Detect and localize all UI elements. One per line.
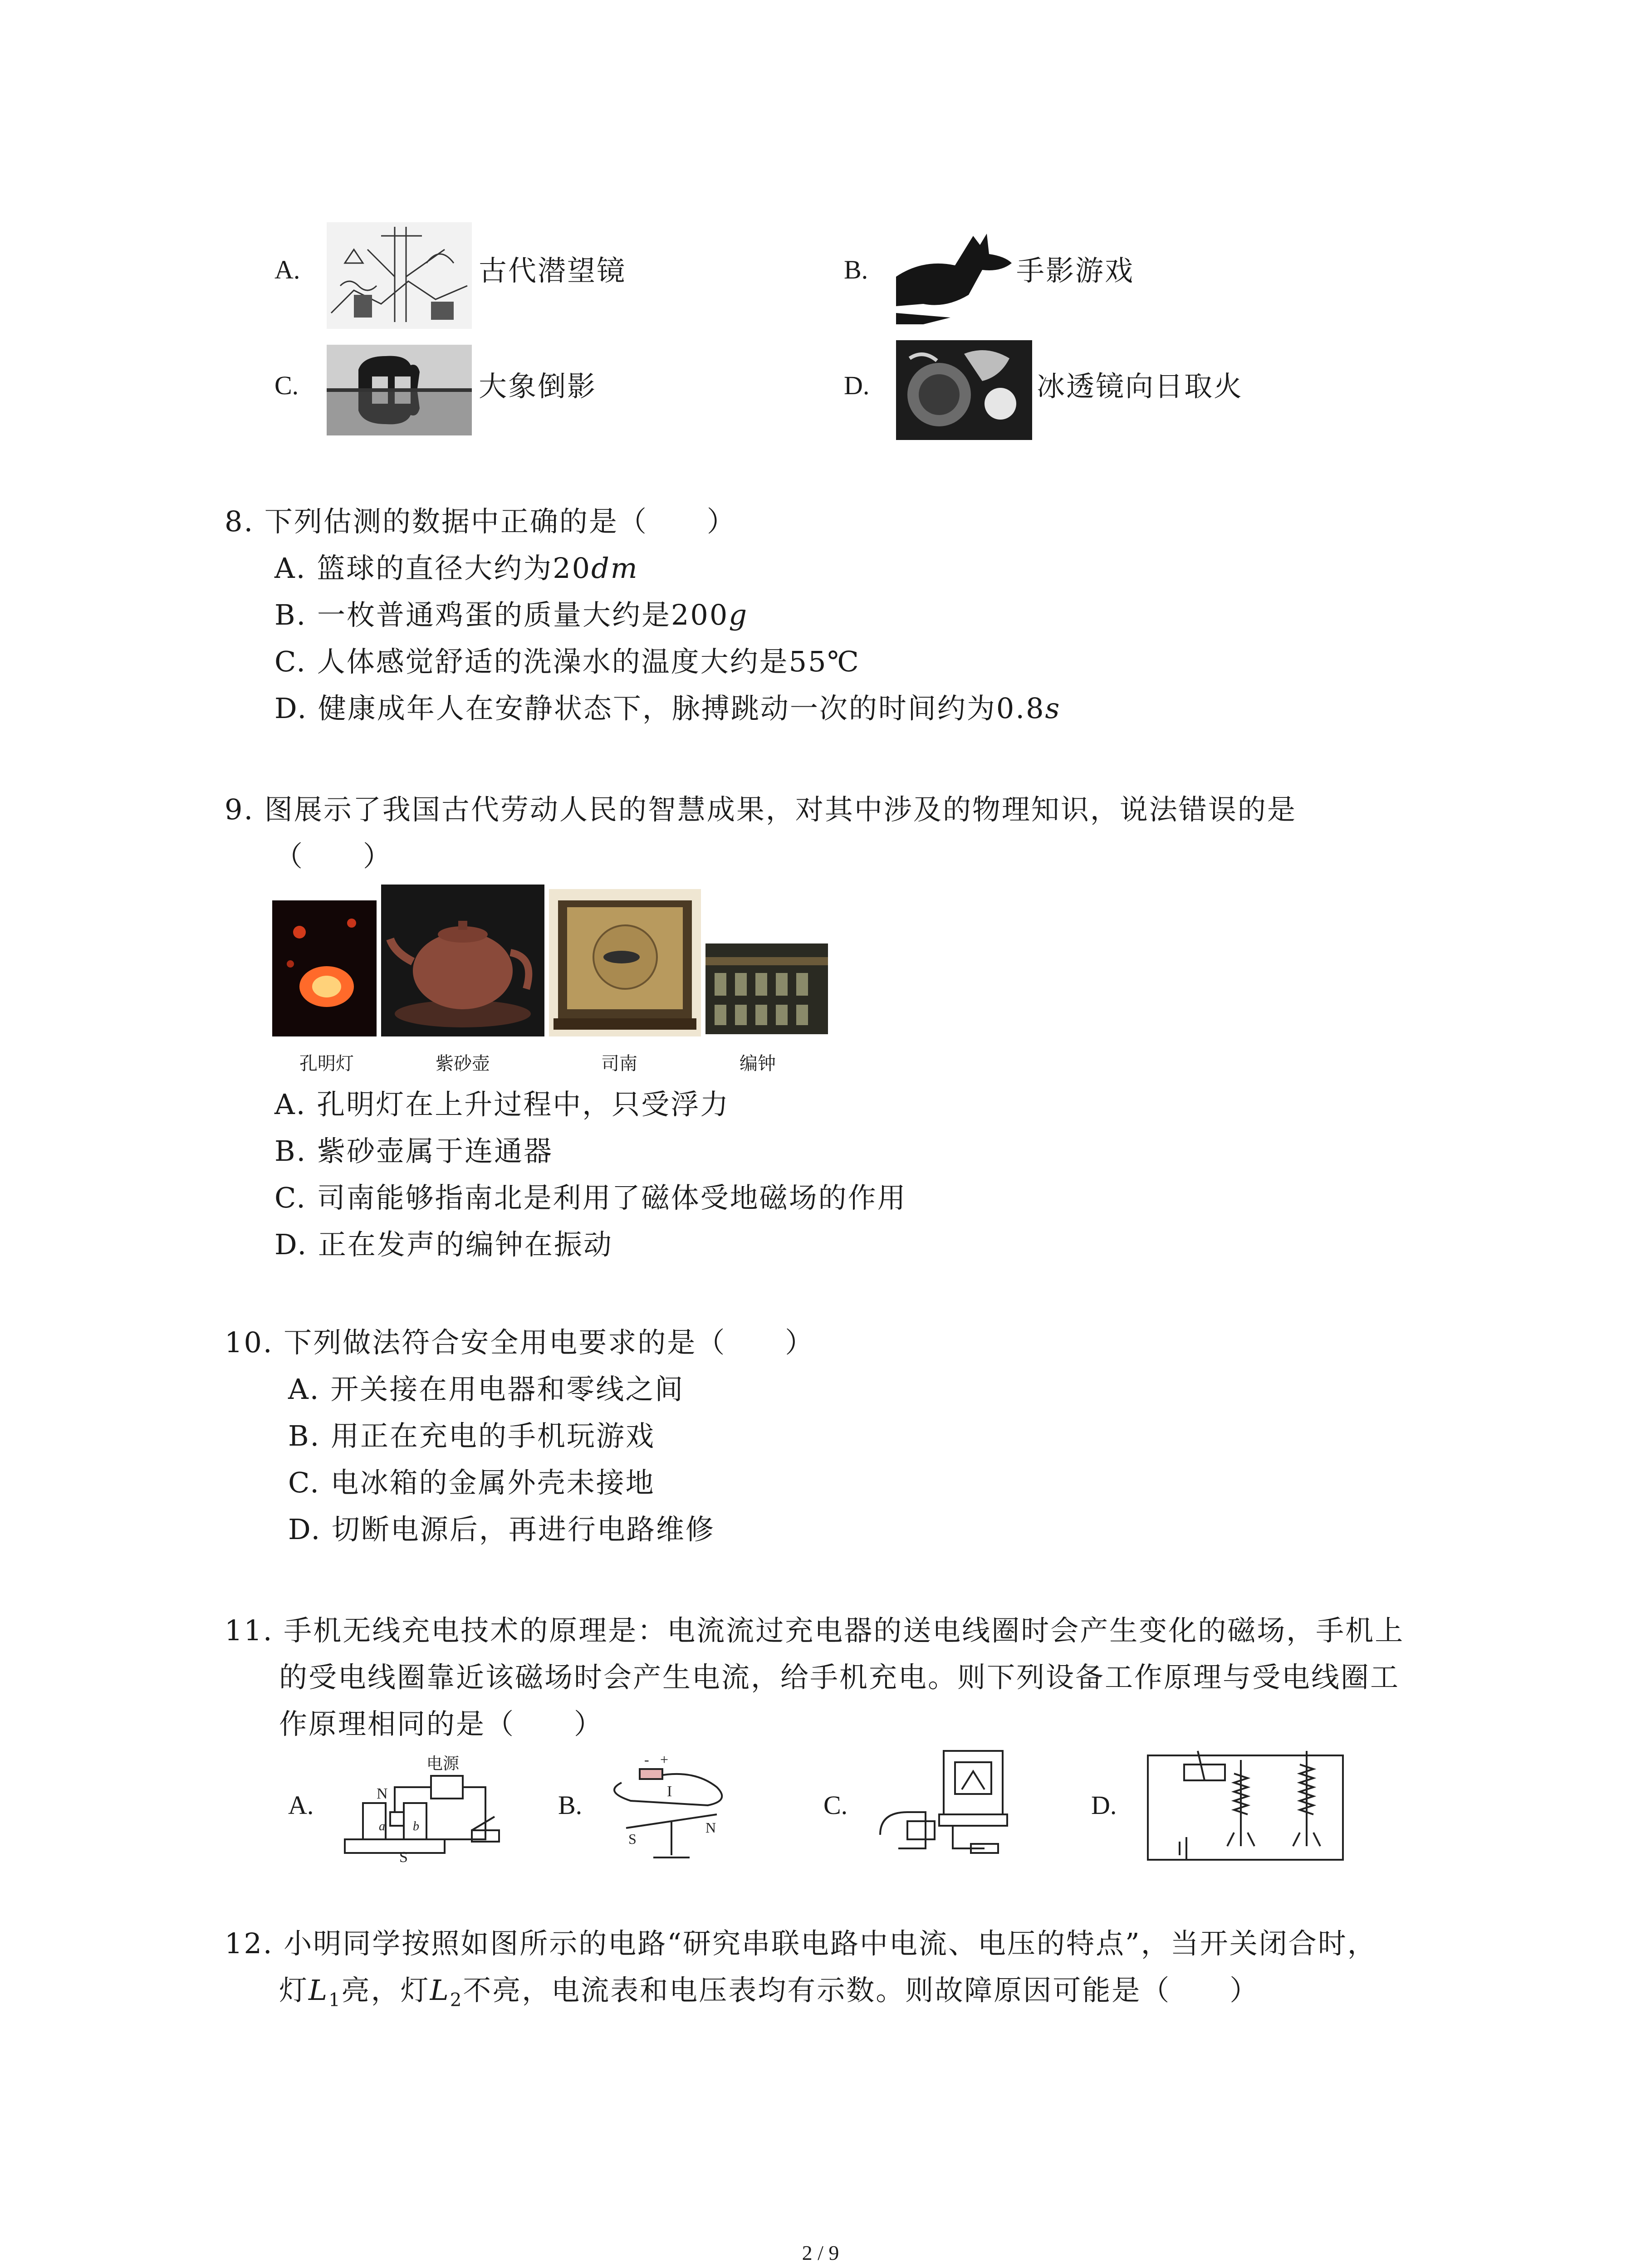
q11-option-a-letter: A. bbox=[288, 1790, 314, 1820]
q8-option-d: D. 健康成年人在安静状态下，脉搏跳动一次的时间约为0.8s bbox=[274, 692, 1061, 725]
q11-diagram-c-generator bbox=[871, 1744, 1016, 1867]
q9-option-d: D. 正在发声的编钟在振动 bbox=[274, 1228, 613, 1261]
ancient-periscope-image bbox=[327, 222, 472, 329]
q12-stem-line2: 灯$L_1$亮，灯$L_2$不亮，电流表和电压表均有示数。则故障原因可能是（ ） bbox=[279, 1974, 1259, 2011]
label-minus: - bbox=[644, 1751, 649, 1768]
q7-option-a-letter: A. bbox=[274, 255, 300, 284]
q11-option-d-letter: D. bbox=[1091, 1790, 1117, 1820]
hand-shadow-image bbox=[896, 227, 1014, 324]
q7-option-d-text: 冰透镜向日取火 bbox=[1037, 370, 1244, 403]
q11-diagram-a-motor bbox=[336, 1749, 517, 1867]
sinan-compass-photo bbox=[549, 889, 701, 1036]
q7-option-a-text: 古代潜望镜 bbox=[479, 254, 627, 287]
q11-diagram-d-electromagnets bbox=[1143, 1742, 1347, 1869]
q10-option-d: D. 切断电源后，再进行电路维修 bbox=[288, 1513, 715, 1546]
page-number: 2 / 9 bbox=[802, 2241, 839, 2264]
q7-option-b-letter: B. bbox=[844, 255, 868, 284]
q10-option-c: C. 电冰箱的金属外壳未接地 bbox=[288, 1466, 655, 1499]
label-s: S bbox=[399, 1849, 408, 1866]
q12-stem-line1: 12. 小明同学按照如图所示的电路“研究串联电路中电流、电压的特点”，当开关闭合时， bbox=[225, 1927, 1377, 1960]
q9-stem-line1: 9. 图展示了我国古代劳动人民的智慧成果，对其中涉及的物理知识，说法错误的是 bbox=[225, 793, 1297, 826]
label-s-compass: S bbox=[628, 1831, 637, 1847]
caption-zisha-teapot: 紫砂壶 bbox=[436, 1053, 490, 1074]
q11-stem-line3: 作原理相同的是（ ） bbox=[279, 1707, 604, 1740]
q9-option-c: C. 司南能够指南北是利用了磁体受地磁场的作用 bbox=[274, 1181, 907, 1214]
label-n-compass: N bbox=[705, 1819, 716, 1836]
q10-stem: 10. 下列做法符合安全用电要求的是（ ） bbox=[225, 1326, 815, 1359]
q8-option-c: C. 人体感觉舒适的洗澡水的温度大约是55℃ bbox=[274, 645, 860, 678]
zisha-teapot-photo bbox=[381, 885, 544, 1036]
caption-sinan: 司南 bbox=[601, 1053, 637, 1074]
q7-option-c-text: 大象倒影 bbox=[479, 370, 597, 403]
label-n: N bbox=[377, 1785, 388, 1802]
elephant-reflection-image bbox=[327, 345, 472, 435]
q7-option-c-letter: C. bbox=[274, 371, 299, 400]
kongming-lantern-photo bbox=[272, 900, 377, 1036]
q8-option-b: B. 一枚普通鸡蛋的质量大约是200g bbox=[274, 598, 749, 631]
q9-stem-line2: （ ） bbox=[274, 840, 393, 873]
q8-stem: 8. 下列估测的数据中正确的是（ ） bbox=[225, 505, 736, 538]
q8-option-a: A. 篮球的直径大约为20dm bbox=[274, 552, 639, 585]
q11-option-b-letter: B. bbox=[558, 1790, 583, 1820]
caption-bianzhong: 编钟 bbox=[740, 1053, 776, 1074]
q7-option-d-letter: D. bbox=[844, 371, 870, 400]
label-a: a bbox=[379, 1819, 385, 1833]
ice-lens-fire-image bbox=[896, 340, 1032, 440]
q11-diagram-b-oersted bbox=[603, 1751, 740, 1864]
q10-option-b: B. 用正在充电的手机玩游戏 bbox=[288, 1419, 655, 1452]
bianzhong-bells-photo bbox=[705, 943, 828, 1034]
label-power: 电源 bbox=[426, 1755, 460, 1773]
q9-option-a: A. 孔明灯在上升过程中，只受浮力 bbox=[274, 1088, 730, 1121]
q11-stem-line2: 的受电线圈靠近该磁场时会产生电流，给手机充电。则下列设备工作原理与受电线圈工 bbox=[279, 1661, 1400, 1694]
label-current: I bbox=[667, 1783, 672, 1800]
q7-option-b-text: 手影游戏 bbox=[1016, 254, 1135, 287]
q10-option-a: A. 开关接在用电器和零线之间 bbox=[288, 1373, 685, 1406]
caption-kongming-lantern: 孔明灯 bbox=[299, 1053, 354, 1074]
label-b: b bbox=[413, 1819, 419, 1833]
q9-option-b: B. 紫砂壶属于连通器 bbox=[274, 1134, 553, 1168]
label-plus: + bbox=[660, 1751, 669, 1768]
q11-stem-line1: 11. 手机无线充电技术的原理是：电流流过充电器的送电线圈时会产生变化的磁场，手机上 bbox=[225, 1614, 1405, 1647]
q11-option-c-letter: C. bbox=[823, 1790, 848, 1820]
